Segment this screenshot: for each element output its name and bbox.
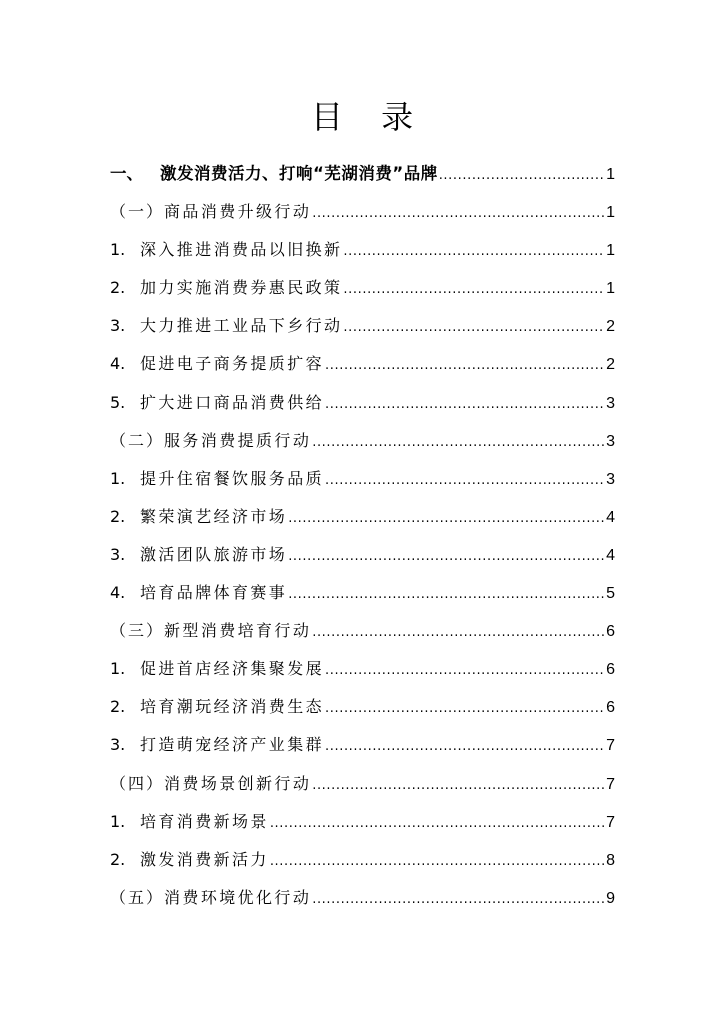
toc-number: 2. [110,697,126,717]
toc-page-number: 1 [606,204,615,222]
toc-title: 新型消费培育行动 [164,621,312,641]
dot-leader [312,614,605,650]
toc-entry-item[interactable] [110,574,615,612]
toc-number: 1. [110,811,126,831]
toc-number: 4. [110,583,126,603]
toc-page-number: 7 [606,813,615,831]
toc-title: 打造萌宠经济产业集群 [140,735,325,755]
toc-page-number: 3 [606,432,615,450]
dot-leader [312,424,605,460]
toc-entry-section-1[interactable] [110,193,615,231]
toc-entry-item[interactable] [110,269,615,307]
dot-leader [312,881,605,917]
dot-leader [325,462,605,498]
toc-title: 扩大进口商品消费供给 [140,392,325,412]
toc-title: 激发消费新活力 [140,849,269,869]
toc-number: 3. [110,316,126,336]
toc-page-number: 6 [606,661,615,679]
toc-number: 5. [110,392,126,412]
toc-number: 4. [110,354,126,374]
dot-leader [325,728,605,764]
toc-number: 1. [110,240,126,260]
toc-page-number: 2 [606,318,615,336]
toc-number: （五） [110,887,165,907]
toc-entry-item[interactable] [110,803,615,841]
toc-title: 繁荣演艺经济市场 [140,506,288,526]
toc-entry-section-4[interactable] [110,765,615,803]
toc-page-number: 1 [606,166,615,183]
toc-number: 1. [110,468,126,488]
dot-leader [325,347,605,383]
toc-entry-item[interactable] [110,231,615,269]
toc-number: （三） [110,621,165,641]
toc-entry-item[interactable] [110,650,615,688]
toc-entry-item[interactable] [110,841,615,879]
toc-entry-part-1[interactable] [110,155,615,193]
toc-title: 培育潮玩经济消费生态 [140,697,325,717]
toc-page-number: 6 [606,699,615,717]
toc-title: 激发消费活力、打响“芜湖消费”品牌 [160,164,438,183]
toc-page-number: 9 [606,889,615,907]
toc-entry-item[interactable] [110,384,615,422]
toc-entry-item[interactable] [110,460,615,498]
dot-leader [270,843,605,879]
toc-entry-section-2[interactable] [110,422,615,460]
dot-leader [325,690,605,726]
toc-title: 商品消费升级行动 [164,202,312,222]
toc-entry-item[interactable] [110,307,615,345]
dot-leader [343,309,605,345]
toc-title: 消费环境优化行动 [164,887,312,907]
toc-page-number: 8 [606,851,615,869]
toc-entry-item[interactable] [110,498,615,536]
toc-title: 促进电子商务提质扩容 [140,354,325,374]
toc-entry-item[interactable] [110,726,615,764]
toc-page-number: 4 [606,546,615,564]
toc-page-number: 6 [606,623,615,641]
toc-title: 大力推进工业品下乡行动 [140,316,343,336]
table-of-contents [110,155,615,917]
dot-leader [288,500,605,536]
toc-page-number: 7 [606,775,615,793]
toc-page-number: 2 [606,356,615,374]
toc-number: 2. [110,849,126,869]
dot-leader [288,538,605,574]
dot-leader [325,652,605,688]
toc-title: 培育消费新场景 [140,811,269,831]
toc-title: 深入推进消费品以旧换新 [140,240,343,260]
toc-number: （二） [110,430,165,450]
toc-title: 加力实施消费券惠民政策 [140,278,343,298]
toc-entry-item[interactable] [110,688,615,726]
toc-entry-section-3[interactable] [110,612,615,650]
dot-leader [343,233,605,269]
dot-leader [312,767,605,803]
toc-page-number: 1 [606,280,615,298]
toc-page-number: 5 [606,585,615,603]
toc-page-number: 3 [606,394,615,412]
dot-leader [439,157,605,193]
toc-page-number: 7 [606,737,615,755]
toc-number: 3. [110,735,126,755]
dot-leader [270,805,605,841]
toc-entry-section-5[interactable] [110,879,615,917]
toc-title: 促进首店经济集聚发展 [140,659,325,679]
toc-number: 一、 [110,164,143,183]
toc-page-number: 4 [606,508,615,526]
toc-title: 消费场景创新行动 [164,773,312,793]
toc-title: 激活团队旅游市场 [140,544,288,564]
toc-number: （四） [110,773,165,793]
toc-title: 服务消费提质行动 [164,430,312,450]
dot-leader [312,195,605,231]
toc-number: 3. [110,544,126,564]
toc-number: 1. [110,659,126,679]
toc-entry-item[interactable] [110,345,615,383]
toc-title: 提升住宿餐饮服务品质 [140,468,325,488]
dot-leader [343,271,605,307]
page-title: 目 录 [310,98,428,136]
toc-number: 2. [110,278,126,298]
dot-leader [288,576,605,612]
toc-title: 培育品牌体育赛事 [140,583,288,603]
toc-number: （一） [110,202,165,222]
toc-page-number: 3 [606,470,615,488]
toc-entry-item[interactable] [110,536,615,574]
toc-page-number: 1 [606,242,615,260]
toc-number: 2. [110,506,126,526]
dot-leader [325,386,605,422]
